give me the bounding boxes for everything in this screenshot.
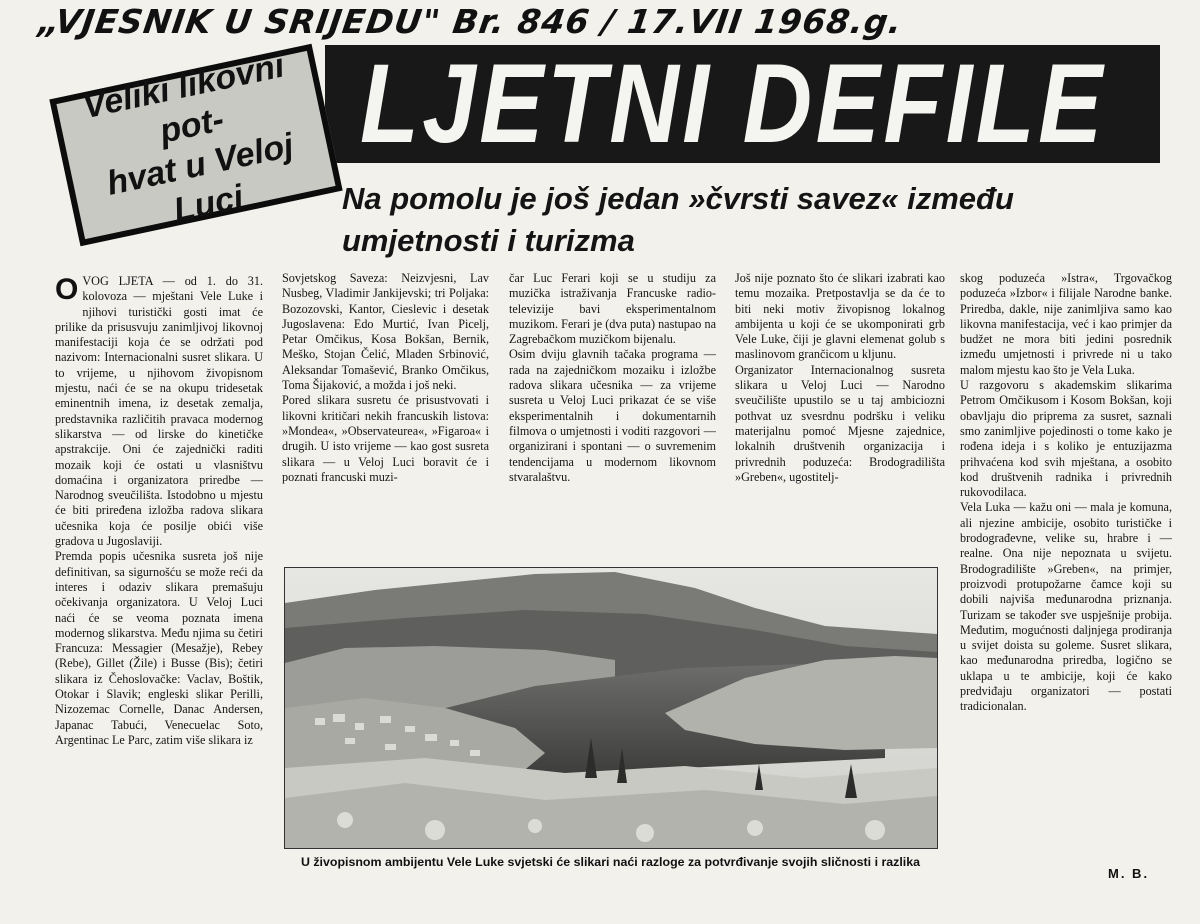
handwritten-publication-note: „VJESNIK U SRIJEDU" Br. 846 / 17.VII 1968.g. [36,2,906,41]
drop-cap: O [55,274,79,306]
article-column-3: čar Luc Ferari koji se u studiju za muzička istraživanja Francuske radio-televizije bavi eksperimentalnom muzikom. Ferari je (dva puta) nastupao na Zagrebačkom muzičkom bijenalu. Osim dviju glavnih tačaka programa — rada na zajedničkom mozaiku i izložbe radova slikara učesnika — za vrijeme susreta u Veloj Luci prikazat će se više eksperimentalnih i dokumentarnih filmova o umjetnosti i voditi razgovori — organizirani i spontani — o suvremenim tendencijama u modernom likovnom stvaralaštvu. [509,271,716,484]
headline: LJETNI DEFILE [360,41,1106,166]
article-column-1 [55,274,263,896]
column-1-text: VOG LJETA — od 1. do 31. kolovoza — mještani Vele Luke i njihovi turistički gosti imat će prilike da prisusvuju zanimljivoj likovnoj manifestaciji koja će se održati pod nazivom: Internacionalni susret slikara. U to vrijeme, u njihovom živopisnom mjestu, naći će se na okupu tridesetak eminentnih imena, iz desetak zemalja, predstavnika različitih pravaca modernog slikarstva — od lirske do kinetičke apstrakcije. Oni će zajednički raditi mozaik koji će ostati u vlasništvu domaćina i organizatora priredbe — Narodnog sveučilišta. Istodobno u mjestu će biti priređena izložba radova slikara učesnika koja će posilje obići više gradova u Jugoslaviji. Premda popis učesnika susreta još nije definitivan, sa sigurnošću se može reći da interes i odaziv slikara premašuju očekivanja organizatora. U Veloj Luci naći će se veoma poznata imena modernog slikarstva. Među njima su četiri Francuza: Messagier (Mesažje), Rebey (Rebe), Gillet (Žile) i Busse (Bis); četiri slikara iz Čehoslovačke: Vaclav, Boštik, Otokar i Slavik; engleski slikar Perilli, Nizozemac Cornelle, Danac Andersen, Japanac Tabući, Venecuelac Soto, Argentinac Le Parc, zatim više slikara iz [55,274,263,747]
landscape-photo-image [285,568,937,848]
kicker-text: Veliki likovni pot- hvat u Veloj Luci [79,46,297,230]
kicker-box [49,44,342,246]
subtitle: Na pomolu je još jedan »čvrsti savez« između umjetnosti i turizma [342,181,1014,258]
article-column-5: skog poduzeća »Istra«, Trgovačkog poduzeća »Izbor« i filijale Narodne banke. Priredba, dakle, nije zanimljiva samo kao likovna manifestacija, već i kao primjer da budžet ne mora biti jedini posrednik između umjetnosti i privrede ni u tako malom mjestu kao što je Vela Luka. U razgovoru s akademskim slikarima Petrom Omčikusom i Kosom Bokšan, koji obavljaju dio priprema za susret, saznali smo zanimljive pojedinosti o tome kako je rođena ideja i s koliko je entuzijazma prihvaćena kod svih mještana, a osobito kod društvenih radnika i privrednih rukovodilaca. Vela Luka — kažu oni — mala je komuna, ali njezine ambicije, osobito turističke i brodograđevne, velike su, hrabre i — realne. Ona nije nepoznata u svijetu. Brodogradilište »Greben«, na primjer, proizvodi protupožarne čamce koji su dobili najviša međunarodna priznanja. Turizam se također sve uspješnije probija. Međutim, mogućnosti daljnjega prodiranja u svijet doista su goleme. Susret slikara, kao međunarodna priredba, logično se uklapa u te ambicije, koji će kako predviđaju organizatori — postati tradicionalan. [960,271,1172,714]
article-column-2: Sovjetskog Saveza: Neizvjesni, Lav Nusbeg, Vladimir Jankijevski; tri Poljaka: Bozozovski, Kantor, Cieslevic i desetak Jugoslavena: Edo Murtić, Ivan Picelj, Petar Omčikus, Kosa Bokšan, Bernik, Meško, Stojan Čelić, Mladen Srbinović, Aleksandar Tomašević, Branko Omčikus, Toma Šijaković, a možda i još neki. Pored slikara susretu će prisustvovati i likovni kritičari nekih francuskih listova: »Mondea«, »Observateurea«, »Figaroa« i drugih. U isto vrijeme — kao gost susreta slikara — u Veloj Luci boravit će i poznati francuski muzi- [282,271,489,484]
vela-luka-photo [284,567,938,849]
photo-caption: U živopisnom ambijentu Vele Luke svjetski će slikari naći razloge za potvrđivanje svojih sličnosti i razlika [300,855,921,869]
article-column-4: Još nije poznato što će slikari izabrati kao temu mozaika. Pretpostavlja se da će to biti neki motiv živopisnog lokalnog ambijenta u koji će se ukomponirati grb Vele Luke, čiji je glavni elemenat golub s maslinovom grančicom u kljunu. Organizator Internacionalnog susreta slikara u Veloj Luci — Narodno sveučilište upustilo se u taj ambiciozni pothvat uz svesrdnu podršku i veliku materijalnu pomoć Mjesne zajednice, lokalnih društvenih organizacija i privrednih poduzeća: Brodogradilišta »Greben«, ugostitelj- [735,271,945,484]
author-signature: M. B. [1108,866,1150,881]
